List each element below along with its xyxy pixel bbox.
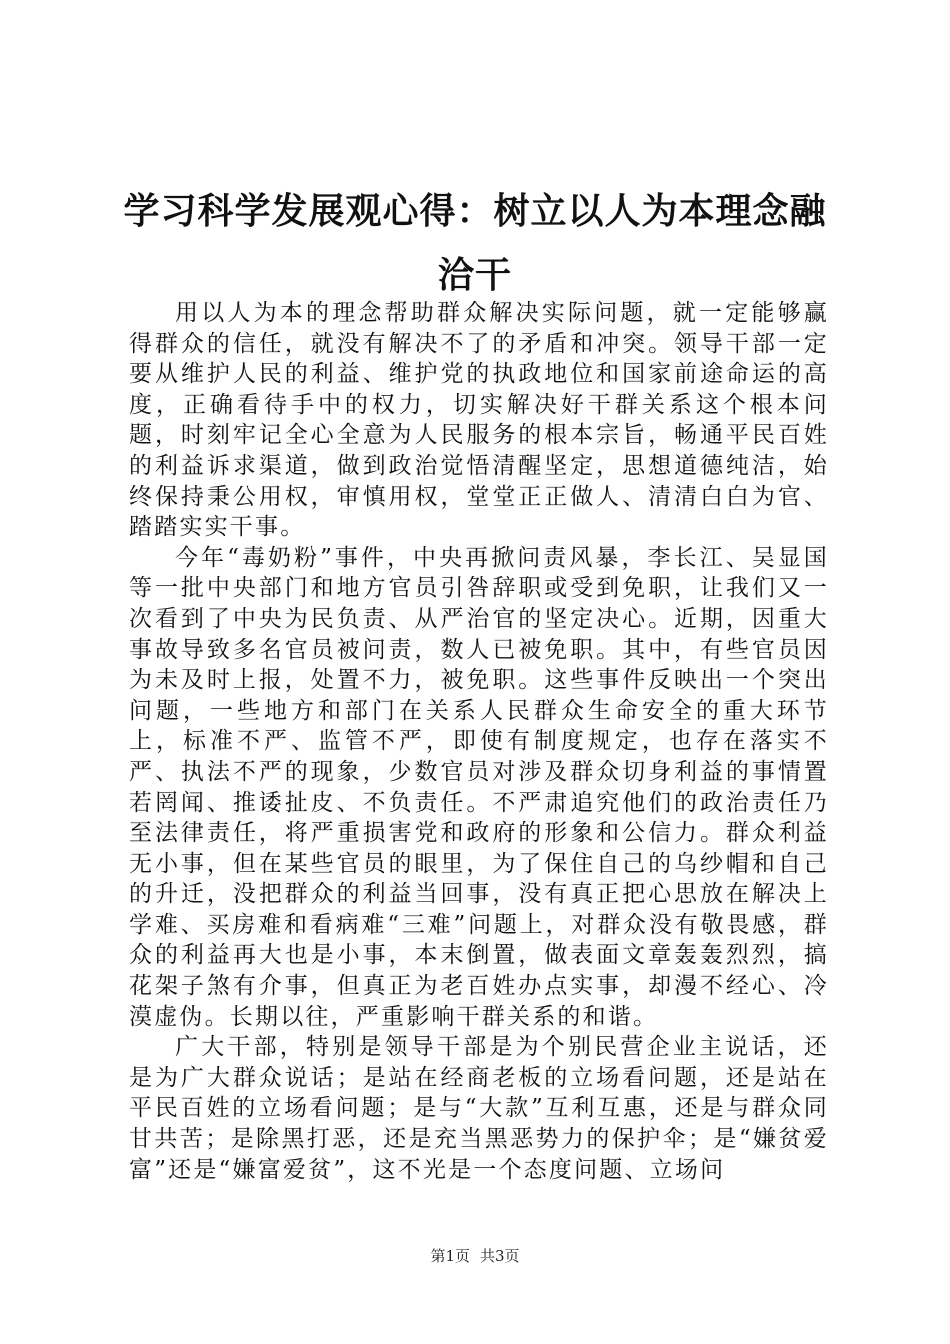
page-footer	[0, 1246, 950, 1266]
paragraph: 广大干部，特别是领导干部是为个别民营企业主说话，还是为广大群众说话；是站在经商老板的立场看问题，还是站在平民百姓的立场看问题；是与“大款”互利互惠，还是与群众同甘共苦；是除黑打恶，还是充当黑恶势力的保护伞；是“嫌贫爱富”还是“嫌富爱贫”，这不光是一个态度问题、立场问	[129, 1034, 829, 1183]
total-pages-label: 共3页	[480, 1247, 520, 1265]
document-body	[129, 298, 829, 1185]
paragraph: 今年“毒奶粉”事件，中央再掀问责风暴，李长江、吴显国等一批中央部门和地方官员引咎辞职或受到免职，让我们又一次看到了中央为民负责、从严治官的坚定决心。近期，因重大事故导致多名官员被问责，数人已被免职。其中，有些官员因为未及时上报，处置不力，被免职。这些事件反映出一个突出问题，一些地方和部门在关系人民群众生命安全的重大环节上，标准不严、监管不严，即使有制度规定，也存在落实不严、执法不严的现象，少数官员对涉及群众切身利益的事情置若罔闻、推诿扯皮、不负责任。不严肃追究他们的政治责任乃至法律责任，将严重损害党和政府的形象和公信力。群众利益无小事，但在某些官员的眼里，为了保住自己的乌纱帽和自己的升迁，没把群众的利益当回事，没有真正把心思放在解决上学难、买房难和看病难“三难”问题上，对群众没有敬畏感，群众的利益再大也是小事，本末倒置，做表面文章轰轰烈烈，搞花架子煞有介事，但真正为老百姓办点实事，却漫不经心、冷漠虚伪。长期以往，严重影响干群关系的和谐。	[129, 544, 829, 1030]
page-title: 学习科学发展观心得：树立以人为本理念融洽干	[123, 191, 827, 296]
paragraph: 用以人为本的理念帮助群众解决实际问题，就一定能够赢得群众的信任，就没有解决不了的矛盾和冲突。领导干部一定要从维护人民的利益、维护党的执政地位和国家前途命运的高度，正确看待手中的权力，切实解决好干群关系这个根本问题，时刻牢记全心全意为人民服务的根本宗旨，畅通平民百姓的利益诉求渠道，做到政治觉悟清醒坚定，思想道德纯洁，始终保持秉公用权，审慎用权，堂堂正正做人、清清白白为官、踏踏实实干事。	[129, 300, 829, 541]
current-page-label: 第1页	[430, 1247, 470, 1265]
